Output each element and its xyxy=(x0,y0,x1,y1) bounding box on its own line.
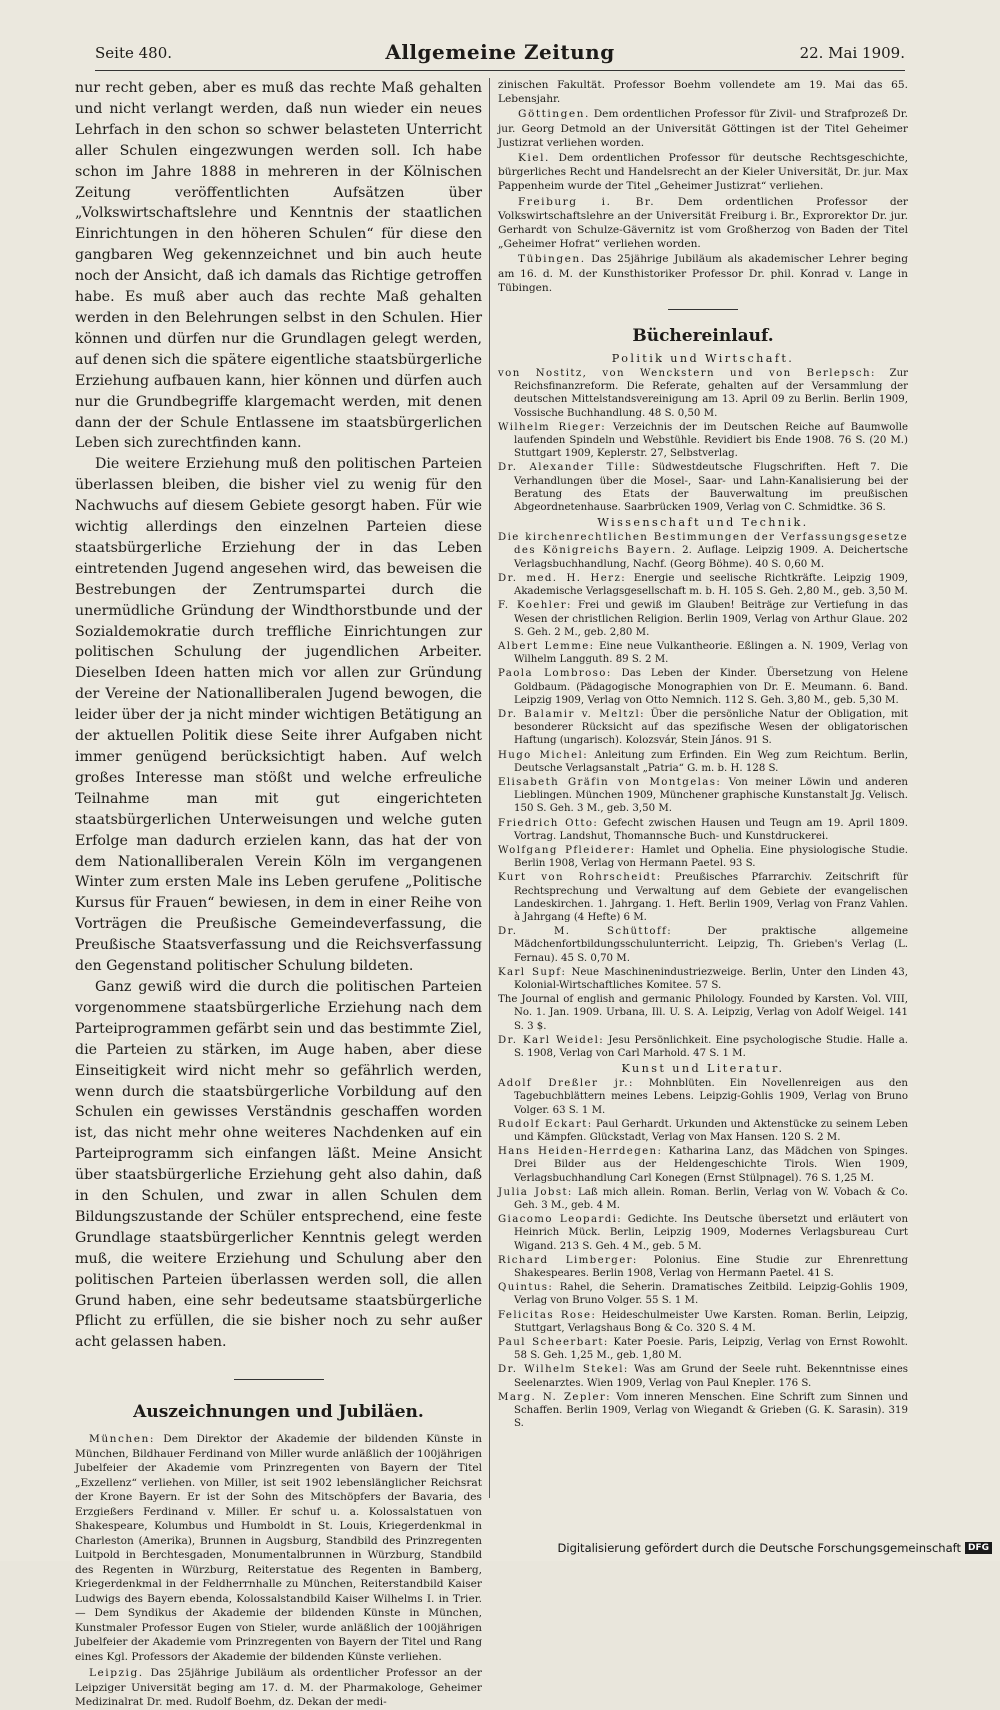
book-entry xyxy=(498,776,908,816)
award-item xyxy=(498,195,908,252)
book-details: Frei und gewiß im Glauben! Beiträge zur Vertiefung in das Wesen der christlichen Religion. Berlin 1909, Verlag von Arthur Glaue. 202 S. Geh. 2 M., geb. 2,80 M. xyxy=(514,600,908,638)
book-list xyxy=(498,352,908,1430)
book-author: Dr. M. Schüttoff: xyxy=(498,926,673,938)
book-details: Polonius. Eine Studie zur Ehrenrettung Shakespeares. Berlin 1908, Verlag von Hermann Paetel. 41 S. xyxy=(514,1254,908,1280)
award-place: Tübingen. xyxy=(518,253,586,266)
book-details: Eine neue Vulkantheorie. Eßlingen a. N. 1909, Verlag von Wilhelm Langguth. 89 S. 2 M. xyxy=(514,640,908,666)
article-paragraph: Ganz gewiß wird die durch die politischen Parteien vorgenommene staatsbürgerliche Erziehung nach dem Parteiprogrammen gefärbt sein und das bestimmte Ziel, die Parteien zu stärken, im Auge haben, aber diese Einseitigkeit wird nicht mehr so gefährlich werden, wenn durch die staatsbürgerliche Vorbildung auf den Schulen ein gewisses Verständnis geschaffen worden ist, das nicht mehr ohne weiteres Nachdenken auf ein Parteiprogramm sich einfangen läßt. Meine Ansicht über staatsbürgerliche Erziehung geht also dahin, daß in den Schulen, und zwar in allen Schulen dem Bildungszustande der Schüler entsprechend, eine feste Grundlage staatsbürgerlicher Kenntnis gelegt werden muß, die weitere Erziehung und Schulung aber den politischen Parteien überlassen werden soll, die allen Grund haben, eine sehr bedeutsame staatsbürgerliche Pflicht zu erfüllen, die sie bisher noch zu sehr außer acht gelassen haben. xyxy=(75,978,482,1351)
book-entry xyxy=(498,925,908,965)
book-entry xyxy=(498,367,908,420)
book-author: Karl Supf: xyxy=(498,966,567,978)
article-paragraph: Die weitere Erziehung muß den politischen Parteien überlassen bleiben, die bisher viel zu wenig für den Nachwuchs auf diesem Gebiete gesorgt haben. Für wie wichtig allerdings den einzelnen Parteien diese staatsbürgerliche Erziehung der in das Leben eintretenden Jugend angesehen wird, das beweisen die Bestrebungen der Zentrumspartei durch die unermüdliche Gründung der Windthorstbunde und der Sozialdemokratie durch treffliche Einrichtungen zur politischen Schulung der jugendlichen Arbeiter. Dieselben Ideen hatten mich vor allen zur Gründung der Vereine der Nationalliberalen Jugend bewogen, die leider über der ja nicht minder wichtigen Betätigung an der aktuellen Politik diese Seite ihrer Aufgaben nicht immer genügend berücksichtigt haben. Auf welch großes Interesse man stößt und welche erfreuliche Teilnahme man mit gut eingerichteten staatsbürgerlichen Unterweisungen und welche guten Erfolge man dadurch erzielen kann, das hat der von dem Nationalliberalen Verein Köln im vergangenen Winter zum ersten Male ins Leben gerufene „Politische Kursus für Frauen“ bewiesen, in dem in einer Reihe von Vorträgen die Preußische Gemeindeverfassung, die Preußische Staatsverfassung und die Reichsverfassung den Gegenstand politischer Schulung bildeten. xyxy=(75,456,482,975)
book-entry xyxy=(498,1213,908,1253)
book-entry xyxy=(498,1186,908,1212)
book-entry xyxy=(498,1281,908,1307)
award-text: Dem Direktor der Akademie der bildenden Künste in München, Bildhauer Ferdinand von Miller wurde anläßlich der 100jährigen Jubelfeier der Akademie vom Prinzregenten von Bayern der Titel „Exzellenz“ verliehen. von Miller, ist seit 1902 lebenslänglicher Reichsrat der Krone Bayern. Er ist der Sohn des Mitschöpfers der Bavaria, des Erzgießers Ferdinand v. Miller. Er schuf u. a. Kolossalstatuen von Shakespeare, Kolumbus und Humboldt in St. Louis, Kriegerdenkmal in Charleston (Amerika), Brunnen in Augsburg, Standbild des Prinzregenten Luitpold in Berchtesgaden, Monumentalbrunnen in Würzburg, Standbild des Regenten in Würzburg, Reiterstatue des Regenten in Bamberg, Kriegerdenkmal in der Feldherrnhalle zu München, Reiterstandbild Kaiser Ludwigs des Bayern ebenda, Kolossalstandbild Kaiser Wilhelms I. in Trier. — Dem Syndikus der Akademie der bildenden Künste in München, Kunstmaler Professor Eugen von Stieler, wurde anläßlich der 100jährigen Jubelfeier der Akademie vom Prinzregenten von Bayern der Titel und Rang eines Kgl. Professors der Akademie der bildenden Künste verliehen. xyxy=(75,1433,482,1663)
book-author: Adolf Dreßler jr.: xyxy=(498,1078,634,1090)
book-details: Anleitung zum Erfinden. Ein Weg zum Reichtum. Berlin, Deutsche Verlagsanstalt „Patria“ G. m. b. H. 128 S. xyxy=(514,749,908,774)
book-category-heading: Politik und Wirtschaft. xyxy=(611,352,795,366)
book-entry xyxy=(498,966,908,992)
book-details: Jesu Persönlichkeit. Eine psychologische Studie. Halle a. S. 1908, Verlag von Carl Marhold. 47 S. 1 M. xyxy=(514,1034,909,1059)
newspaper-title: Allgemeine Zeitung xyxy=(385,40,615,64)
book-details: Vom inneren Menschen. Eine Schrift zum Sinnen und Schaffen. Berlin 1909, Verlag von Wiegandt & Grieben (G. K. Sarasin). 319 S. xyxy=(514,1391,909,1430)
dfg-logo: DFG xyxy=(965,1542,992,1554)
book-entry xyxy=(498,708,908,748)
book-details: 2. Auflage. Leipzig 1909. A. Deichertsche Verlagsbuchhandlung, Nachf. (Georg Böhme). 40 S. 0,60 M. xyxy=(514,545,908,570)
award-place: Leipzig. xyxy=(89,1667,144,1680)
book-details: Gedichte. Ins Deutsche übersetzt und erläutert von Heinrich Mück. Berlin, Leipzig 1909, Modernes Verlagsbureau Curt Wigand. 213 S. Geh. 4 M., geb. 5 M. xyxy=(514,1214,909,1252)
book-details: Das Leben der Kinder. Übersetzung von Helene Goldbaum. (Pädagogische Monographien von Dr. E. Meumann. 6. Band. Leipzig 1909, Verlag von Otto Nemnich. 112 S. Geh. 3,80 M., geb. 5,30 M. xyxy=(514,668,908,706)
book-author: Marg. N. Zepler: xyxy=(498,1391,611,1403)
book-entry xyxy=(498,1077,908,1117)
book-entry xyxy=(498,667,908,707)
book-details: Mohnblüten. Ein Novellenreigen aus den Tagebuchblättern meines Lebens. Leipzig-Gohlis 1909, Verlag von Bruno Volger. 63 S. 1 M. xyxy=(514,1078,908,1116)
book-author: Felicitas Rose: xyxy=(498,1309,597,1321)
award-text: Dem ordentlichen Professor für Zivil- und Strafprozeß Dr. jur. Georg Detmold an der Universität Göttingen ist der Titel Geheimer Justizrat verliehen worden. xyxy=(498,108,908,149)
book-details: Der praktische allgemeine Mädchenfortbildungsschulunterricht. Leipzig, Th. Grieben's Verlag (L. Fernau). 45 S. 0,70 M. xyxy=(514,926,908,964)
book-author: Dr. med. H. Herz: xyxy=(498,572,627,584)
book-author: Dr. Alexander Tille: xyxy=(498,462,642,474)
book-details: Paul Gerhardt. Urkunden und Aktenstücke zu seinem Leben und Kämpfen. Glückstadt, Verlag von Max Hansen. 120 S. 2 M. xyxy=(514,1118,908,1144)
book-author: Kurt von Rohrscheidt: xyxy=(498,872,662,884)
book-details: Zur Reichsfinanzreform. Die Referate, gehalten auf der Versammlung der deutschen Mittelstandsvereinigung am 13. April 09 zu Berlin. Berlin 1909, Vossische Buchhandlung. 48 S. 0,50 M. xyxy=(514,368,909,419)
digitization-credit xyxy=(558,1539,992,1557)
book-entry xyxy=(498,421,908,461)
book-entry xyxy=(498,1118,908,1144)
book-entry xyxy=(498,871,908,924)
award-place: Kiel. xyxy=(518,152,550,165)
award-item xyxy=(75,1432,482,1664)
award-text: Dem ordentlichen Professor der Volkswirtschaftslehre an der Universität Freiburg i. Br., Exprorektor Dr. jur. Gerhardt von Schulze-Gävernitz ist vom Großherzog von Baden der Titel „Geheimer Hofrat“ verliehen worden. xyxy=(498,195,908,251)
book-entry xyxy=(498,1336,908,1362)
book-entry xyxy=(498,572,908,598)
section-divider xyxy=(668,309,738,310)
book-author: Hugo Michel: xyxy=(498,749,589,761)
book-details: Verzeichnis der im Deutschen Reiche auf Baumwolle laufenden Spindeln und Webstühle. Revidiert bis Ende 1908. 76 S. (20 M.) Stuttgart 1909, Keplerstr. 27, Selbstverlag. xyxy=(514,421,908,460)
book-entry xyxy=(498,749,908,775)
book-entry xyxy=(498,599,908,639)
book-entry xyxy=(498,1145,908,1185)
book-details: Preußisches Pfarrarchiv. Zeitschrift für Rechtsprechung und Verwaltung auf dem Gebiete der evangelischen Landeskirchen. 1. Jahrgang. 1. Heft. Berlin 1909, Verlag von Franz Vahlen. à Jahrgang (4 Hefte) 6 M. xyxy=(514,872,908,923)
book-entry xyxy=(498,531,908,571)
book-author: F. Koehler: xyxy=(498,600,572,612)
book-details: Hamlet und Ophelia. Eine physiologische Studie. Berlin 1908, Verlag von Hermann Paetel. 93 S. xyxy=(514,844,909,870)
book-entry xyxy=(498,461,908,514)
book-author: Die kirchenrechtlichen Bestimmungen der Verfassungsgesetze des Königreichs Bayern. xyxy=(498,532,908,557)
book-author: von Nostitz, von Wenckstern und von Berlepsch: xyxy=(498,368,876,380)
article-paragraph: nur recht geben, aber es muß das rechte Maß gehalten und nicht verlangt werden, daß nun wieder ein neues Lehrfach in den schon so schwer belasteten Unterricht aller Schulen eingezwungen werden soll. Ich habe schon im Jahre 1888 in mehreren in der Kölnischen Zeitung veröffentlichten Aufsätzen über „Volkswirtschaftslehre und Kenntnis der staatlichen Einrichtungen in den höheren Schulen“ für diese den gangbaren Weg gekennzeichnet und bin auch heute noch der Ansicht, daß ich damals das Richtige getroffen habe. Es muß aber auch das rechte Maß gehalten werden in den Belehrungen selbst in den Schulen. Hier können und dürfen nur die Grundlagen gelegt werden, auf denen sich die spätere eigentliche staatsbürgerliche Erziehung aufbauen kann, hier können und dürfen auch nur die Grundbegriffe klargemacht werden, mit denen dann der der Schule Entlassene im staatsbürgerlichen Leben sich zurechtfinden kann. xyxy=(75,80,482,452)
book-author: Richard Limberger: xyxy=(498,1254,638,1266)
book-details: The Journal of english and germanic Philology. Founded by Karsten. Vol. VIII, No. 1. Jan. 1909. Urbana, Ill. U. S. A. Leipzig, Verlag von Adolf Weigel. 141 S. 3 $. xyxy=(498,994,908,1032)
book-entry xyxy=(498,993,908,1033)
book-entry xyxy=(498,640,908,666)
award-place: Freiburg i. Br. xyxy=(518,195,656,208)
book-entry xyxy=(498,1309,908,1335)
award-text: Dem ordentlichen Professor für deutsche Rechtsgeschichte, bürgerliches Recht und Handelsrecht an der Kieler Universität, Dr. jur. Max Pappenheim wurde der Titel „Geheimer Justizrat“ verliehen. xyxy=(498,152,908,193)
section-title-books: Büchereinlauf. xyxy=(632,326,774,347)
book-author: Dr. Balamir v. Meltzl: xyxy=(498,708,645,720)
book-author: Albert Lemme: xyxy=(498,640,595,652)
book-entry xyxy=(498,1391,908,1431)
book-details: Was am Grund der Seele ruht. Bekenntnisse eines Seelenarztes. Wien 1909, Verlag von Paul Knepler. 176 S. xyxy=(514,1364,908,1389)
book-entry xyxy=(498,1034,908,1060)
book-author: Giacomo Leopardi: xyxy=(498,1214,623,1226)
column-rule xyxy=(489,78,490,1498)
award-item xyxy=(498,78,908,106)
awards-continued xyxy=(498,78,908,295)
page-number: Seite 480. xyxy=(95,44,173,62)
book-details: Katharina Lanz, das Mädchen von Spinges. Drei Bilder aus der Heldengeschichte Tirols. Wien 1909, Verlagsbuchhandlung Carl Konegen (Ernst Stülpnagel). 76 S. 1,25 M. xyxy=(514,1146,908,1184)
book-details: Energie und seelische Richtkräfte. Leipzig 1909, Akademische Verlagsgesellschaft m. b. H. 105 S. Geh. 2,80 M., geb. 3,50 M. xyxy=(514,572,909,598)
section-title-awards: Auszeichnungen und Jubiläen. xyxy=(133,1402,424,1423)
award-text: zinischen Fakultät. Professor Boehm vollendete am 19. Mai das 65. Lebensjahr. xyxy=(498,79,908,106)
award-item xyxy=(75,1666,482,1710)
book-details: Neue Maschinenindustriezweige. Berlin, Unter den Linden 43, Kolonial-Wirtschaftliches Komitee. 57 S. xyxy=(514,966,908,991)
award-place: München: xyxy=(89,1433,155,1446)
book-author: Dr. Wilhelm Stekel: xyxy=(498,1364,629,1376)
book-author: Quintus: xyxy=(498,1282,554,1294)
book-details: Gefecht zwischen Hausen und Teugn am 19. April 1809. Vortrag. Landshut, Thomannsche Buch- und Kunstdruckerei. xyxy=(514,817,908,842)
book-category-heading: Wissenschaft und Technik. xyxy=(597,516,809,530)
book-details: Über die persönliche Natur der Obligation, mit besonderer Rücksicht auf das spezifische Wesen der obligatorischen Haftung (ungarisch). Kolozsvár, Stein János. 91 S. xyxy=(514,708,908,747)
book-details: Von meiner Löwin und anderen Lieblingen. München 1909, Münchener graphische Kunstanstalt Jg. Velisch. 150 S. Geh. 3 M., geb. 3,50 M. xyxy=(514,776,908,815)
right-column xyxy=(498,78,908,1498)
book-author: Wilhelm Rieger: xyxy=(498,421,607,433)
book-details: Rahel, die Seherin. Dramatisches Zeitbild. Leipzig-Gohlis 1909, Verlag von Bruno Volger. 55 S. 1 M. xyxy=(514,1282,908,1307)
book-author: Paul Scheerbart: xyxy=(498,1337,609,1349)
book-author: Hans Heiden-Herrdegen: xyxy=(498,1146,663,1158)
award-item xyxy=(498,151,908,194)
award-item xyxy=(498,107,908,150)
award-text: Das 25jährige Jubiläum als ordentlicher Professor an der Leipziger Universität beging am 17. d. M. der Pharmakologe, Geheimer Medizinalrat Dr. med. Rudolf Boehm, dz. Dekan der medi- xyxy=(75,1667,482,1709)
issue-date: 22. Mai 1909. xyxy=(799,44,905,62)
award-item xyxy=(498,252,908,295)
book-details: Südwestdeutsche Flugschriften. Heft 7. Die Verhandlungen über die Mosel-, Saar- und Lahn-Kanalisierung bei der Beratung des Etats der Bauverwaltung im preußischen Abgeordnetenhause. Saarbrücken 1909, Verlag von C. Schmidtke. 36 S. xyxy=(514,462,909,514)
book-details: Heideschulmeister Uwe Karsten. Roman. Berlin, Leipzig, Stuttgart, Verlagshaus Bong & Co. 320 S. 4 M. xyxy=(514,1309,909,1334)
award-place: Göttingen. xyxy=(518,108,590,121)
book-entry xyxy=(498,817,908,843)
book-details: Laß mich allein. Roman. Berlin, Verlag von W. Vobach & Co. Geh. 3 M., geb. 4 M. xyxy=(514,1186,908,1212)
book-entry xyxy=(498,1363,908,1389)
book-details: Kater Poesie. Paris, Leipzig, Verlag von Ernst Rowohlt. 58 S. Geh. 1,25 M., geb. 1,80 M. xyxy=(514,1337,908,1362)
book-category-heading: Kunst und Literatur. xyxy=(621,1062,785,1076)
award-text: Das 25jährige Jubiläum als akademischer Lehrer beging am 16. d. M. der Kunsthistoriker Professor Dr. phil. Konrad v. Lange in Tübingen. xyxy=(498,253,908,294)
page-header xyxy=(95,40,905,71)
book-author: Paola Lombroso: xyxy=(498,668,612,680)
book-author: Dr. Karl Weidel: xyxy=(498,1034,605,1046)
book-author: Wolfgang Pfleiderer: xyxy=(498,844,636,856)
credit-text: Digitalisierung gefördert durch die Deutsche Forschungsgemeinschaft xyxy=(557,1541,961,1555)
book-entry xyxy=(498,844,908,870)
left-column xyxy=(75,78,482,1709)
section-divider xyxy=(234,1379,324,1380)
book-author: Julia Jobst: xyxy=(498,1186,573,1198)
book-author: Rudolf Eckart: xyxy=(498,1118,593,1130)
book-author: Friedrich Otto: xyxy=(498,817,599,829)
book-entry xyxy=(498,1254,908,1280)
book-author: Elisabeth Gräfin von Montgelas: xyxy=(498,776,722,788)
